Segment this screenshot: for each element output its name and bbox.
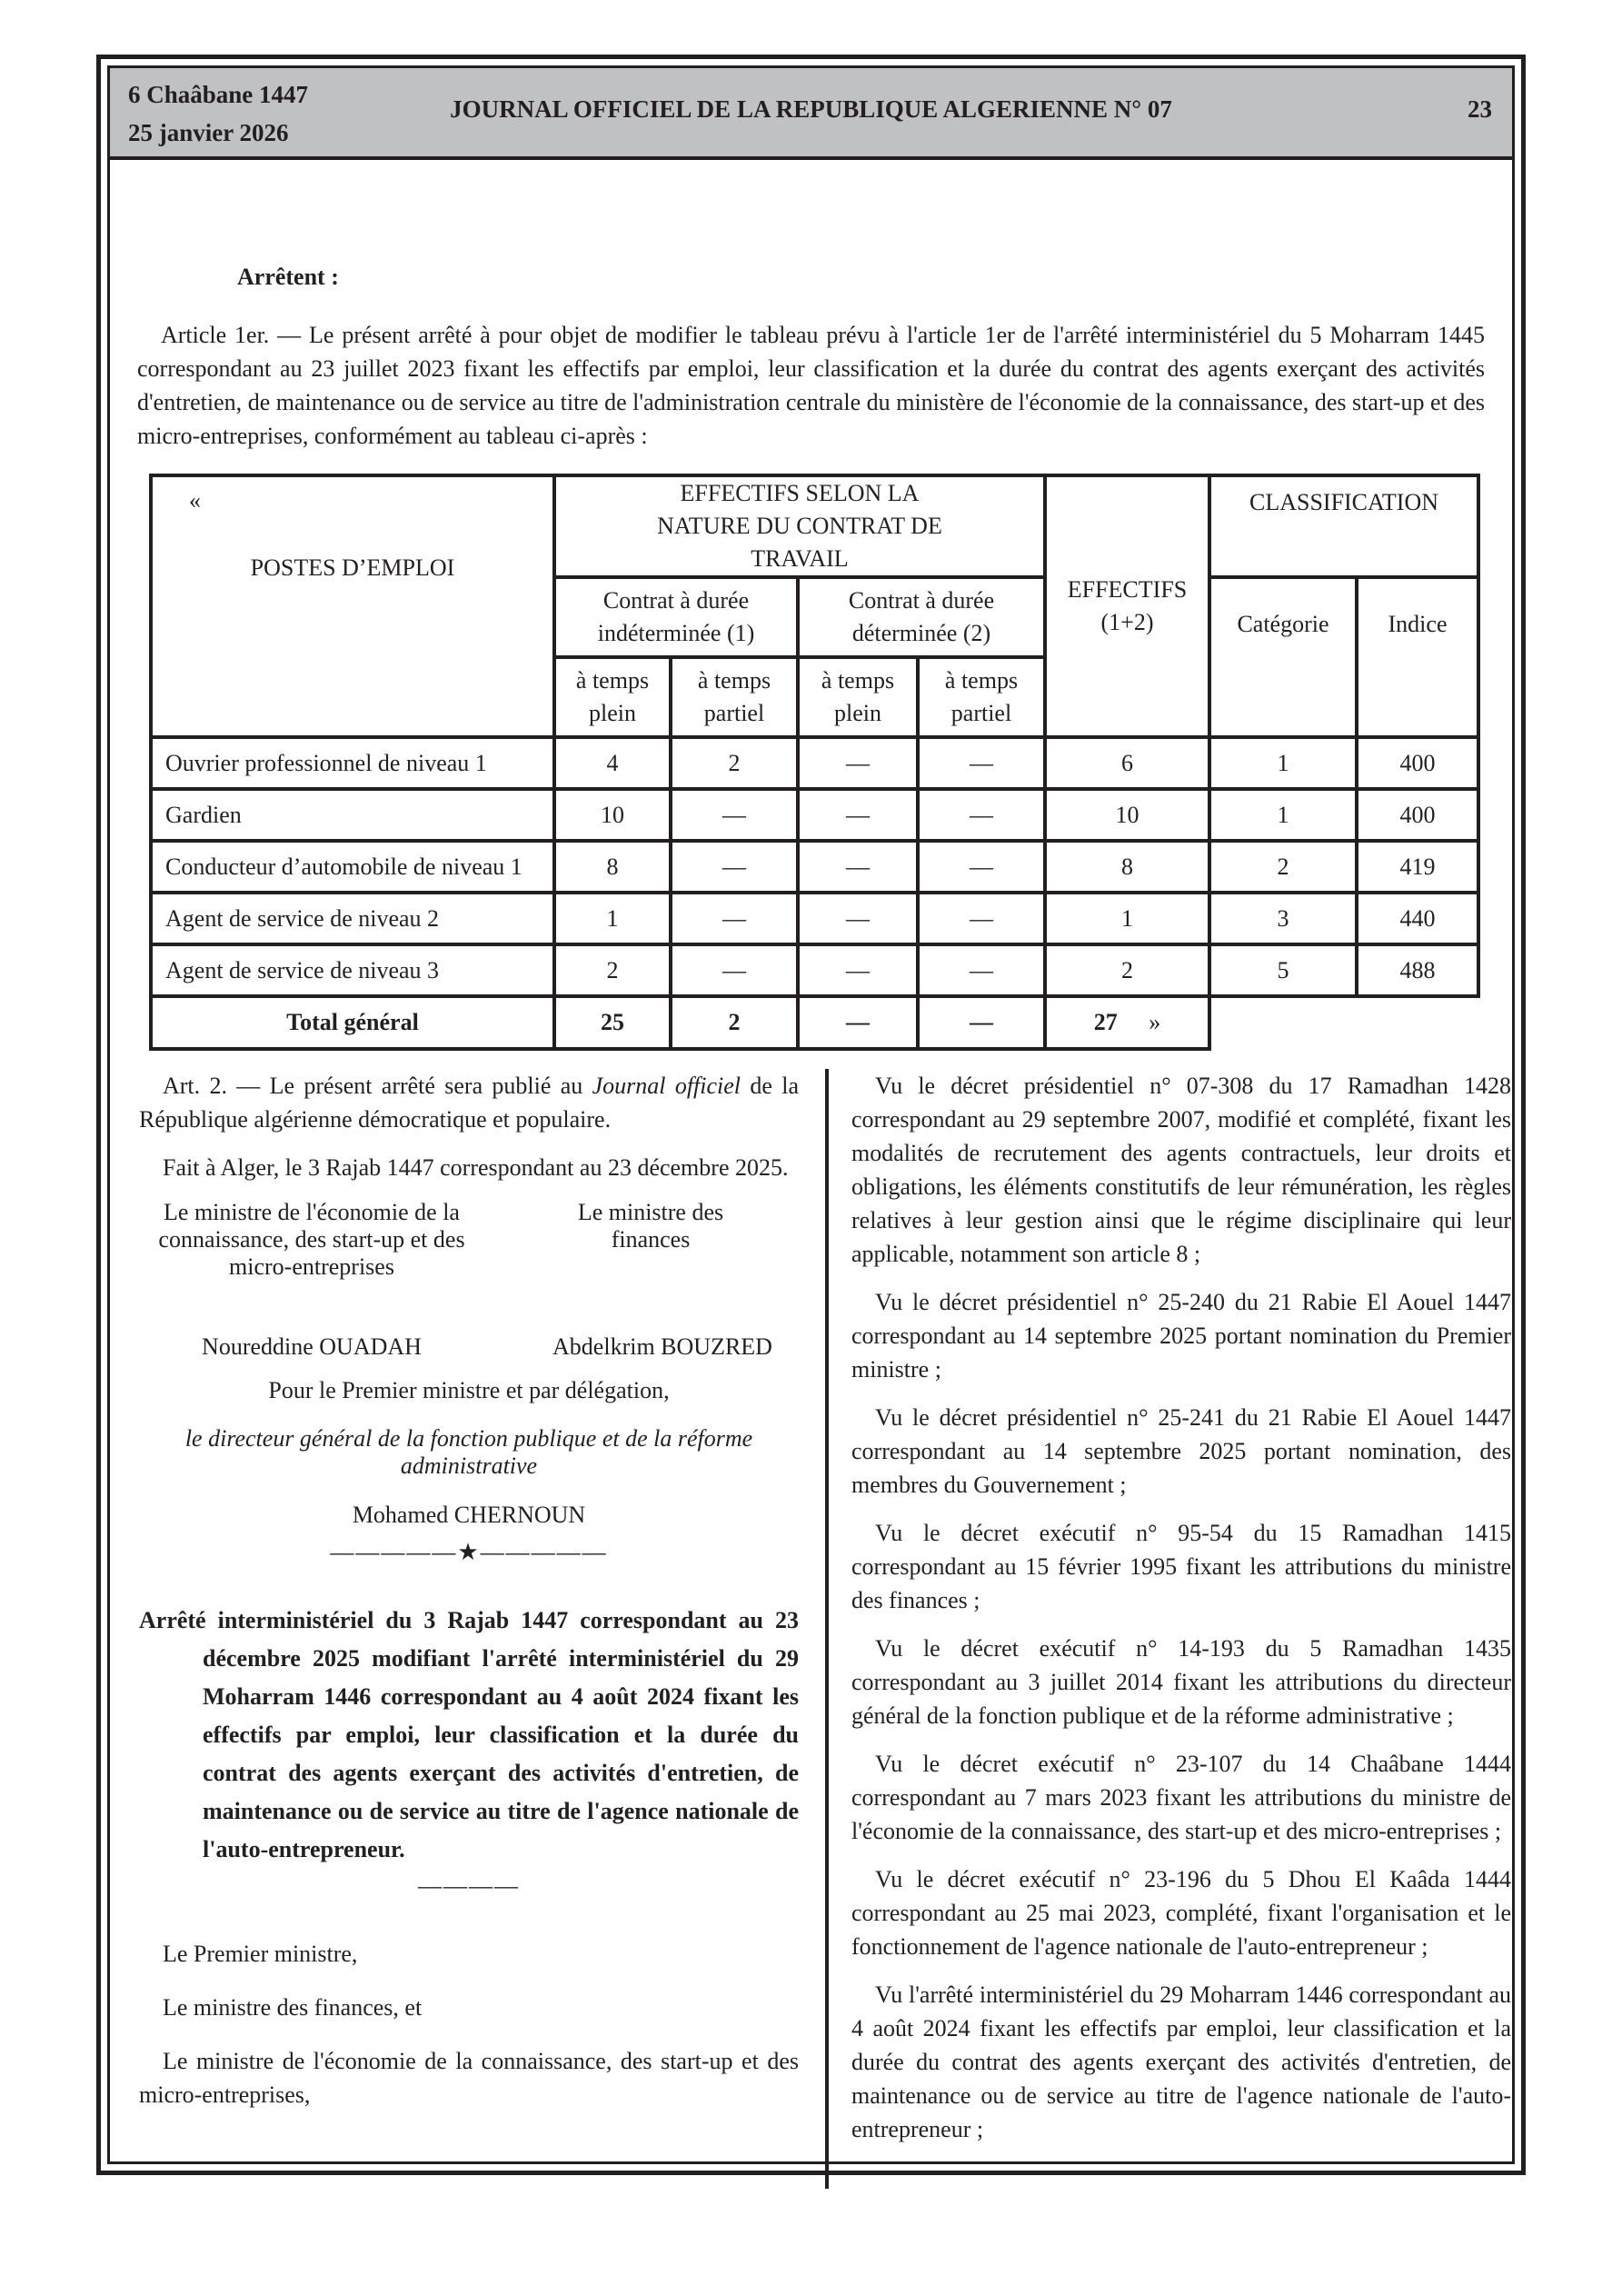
- page-content: [137, 160, 1511, 2161]
- header-categorie: Catégorie: [1209, 577, 1357, 737]
- article-2: [139, 1069, 799, 1136]
- director-name: Mohamed CHERNOUN: [352, 1502, 586, 1528]
- cell-effectifs: 1: [1045, 893, 1209, 944]
- article-2-text: Art. 2. — Le présent arrêté sera publié au: [163, 1073, 592, 1099]
- delegation: Pour le Premier ministre et par délégation,: [268, 1377, 670, 1403]
- visa-item: Vu le décret présidentiel n° 25-240 du 21 Rabie El Aouel 1447 correspondant au 14 septembre 2025 portant nomination du Premier ministre ;: [851, 1289, 1511, 1383]
- director-title: le directeur général de la fonction publique et de la réforme administrative: [184, 1425, 753, 1479]
- cell-cdd-plein: —: [798, 893, 918, 944]
- total-blank: [1209, 996, 1478, 1049]
- cell-poste: Ouvrier professionnel de niveau 1: [151, 737, 554, 789]
- cell-cdd-partiel: —: [918, 893, 1045, 944]
- cell-cdd-partiel: —: [918, 789, 1045, 841]
- column-divider: [825, 1069, 829, 2189]
- visa-item: Vu l'arrêté interministériel du 29 Moharram 1446 correspondant au 4 août 2024 fixant les effectifs par emploi, leur classification et la durée du contrat des agents exerçant des activités d'entretien, de maintenance ou de service au titre de l'agence nationale de l'auto-entrepreneur ;: [851, 1982, 1511, 2142]
- journal-officiel-italic: Journal officiel: [592, 1073, 741, 1099]
- signatory-names: [139, 1333, 799, 1361]
- header-effectifs-total: EFFECTIFS (1+2): [1045, 475, 1209, 737]
- visa-item: Vu le décret présidentiel n° 25-241 du 21 Rabie El Aouel 1447 correspondant au 14 septembre 2025 portant nomination, des membres du Gouvernement ;: [851, 1404, 1511, 1498]
- cell-poste: Agent de service de niveau 3: [151, 944, 554, 996]
- header-cdd-plein: à temps plein: [798, 657, 918, 737]
- cell-cdd-plein: —: [798, 841, 918, 893]
- cell-cdi-partiel: —: [671, 841, 798, 893]
- header-cdd: Contrat à durée déterminée (2): [798, 577, 1045, 657]
- cell-cdi-partiel: 2: [671, 737, 798, 789]
- cell-effectifs: 10: [1045, 789, 1209, 841]
- cell-cdi-plein: 10: [554, 789, 671, 841]
- cell-cdi-plein: 4: [554, 737, 671, 789]
- visa-item: Vu le décret exécutif n° 23-196 du 5 Dhou El Kaâda 1444 correspondant au 25 mai 2023, complété, fixant l'organisation et le fonctionnement de l'agence nationale de l'auto-entrepreneur ;: [851, 1866, 1511, 1960]
- table-row: [151, 893, 1478, 944]
- total-cdd-partiel: —: [918, 996, 1045, 1049]
- cell-indice: 419: [1357, 841, 1478, 893]
- header-indice: Indice: [1357, 577, 1478, 737]
- table-body: [151, 737, 1478, 996]
- header-cdi-partiel: à temps partiel: [671, 657, 798, 737]
- cell-categorie: 5: [1209, 944, 1357, 996]
- header-classification: CLASSIFICATION: [1209, 475, 1478, 577]
- cell-categorie: 1: [1209, 789, 1357, 841]
- signatory1-name: Noureddine OUADAH: [202, 1333, 422, 1360]
- effectifs-table: [149, 474, 1480, 1051]
- header-cdd-partiel: à temps partiel: [918, 657, 1045, 737]
- visa-item: Vu le décret présidentiel n° 07-308 du 17 Ramadhan 1428 correspondant au 29 septembre 2007, modifié et complété, fixant les modalités de recrutement des agents contractuels, leur droits et obligations, les éléments constitutifs de leur rémunération, les règles relatives à leur gestion ainsi que le régime disciplinaire qui leur applicable, notamment son article 8 ;: [851, 1073, 1511, 1267]
- header-cdi: Contrat à durée indéterminée (1): [554, 577, 798, 657]
- signatory-titles: [139, 1199, 799, 1281]
- cell-poste: Conducteur d’automobile de niveau 1: [151, 841, 554, 893]
- table-row: [151, 737, 1478, 789]
- cell-cdi-plein: 8: [554, 841, 671, 893]
- total-effectifs-value: 27: [1093, 1009, 1118, 1035]
- cell-poste: Gardien: [151, 789, 554, 841]
- preamble-item: Le ministre de l'économie de la connaissance, des start-up et des micro-entreprises,: [139, 2048, 799, 2108]
- cell-indice: 400: [1357, 737, 1478, 789]
- cell-categorie: 3: [1209, 893, 1357, 944]
- signatory2-name: Abdelkrim BOUZRED: [552, 1333, 772, 1360]
- preamble-item: Le ministre des finances, et: [163, 1994, 423, 2021]
- header-gregorian-date: 25 janvier 2026: [128, 119, 289, 146]
- cell-cdi-partiel: —: [671, 944, 798, 996]
- visa-item: Vu le décret exécutif n° 95-54 du 15 Ramadhan 1415 correspondant au 15 février 1995 fixant les attributions du ministre des finances ;: [851, 1520, 1511, 1613]
- cell-effectifs: 8: [1045, 841, 1209, 893]
- total-row: [151, 996, 1478, 1049]
- cell-cdd-plein: —: [798, 737, 918, 789]
- signatory2-title: Le ministre des finances: [577, 1199, 724, 1253]
- left-column: [139, 1069, 799, 2126]
- header-hijri-date: 6 Chaâbane 1447: [128, 81, 309, 108]
- header-postes-label: POSTES D’EMPLOI: [250, 554, 455, 581]
- visa-item: Vu le décret exécutif n° 23-107 du 14 Chaâbane 1444 correspondant au 7 mars 2023 fixant les attributions du ministre de l'économie de la connaissance, des start-up et des micro-entreprises ;: [851, 1751, 1511, 1844]
- cell-cdd-plein: —: [798, 944, 918, 996]
- table-row: [151, 841, 1478, 893]
- page-header: [110, 68, 1512, 160]
- preamble-item: Le Premier ministre,: [163, 1941, 358, 1967]
- header-postes: [151, 475, 554, 737]
- open-quote: «: [189, 487, 201, 514]
- cell-indice: 488: [1357, 944, 1478, 996]
- cell-poste: Agent de service de niveau 2: [151, 893, 554, 944]
- total-cdi-partiel: 2: [671, 996, 798, 1049]
- cell-categorie: 1: [1209, 737, 1357, 789]
- cell-cdi-partiel: —: [671, 789, 798, 841]
- total-label: Total général: [151, 996, 554, 1049]
- separator-star: —————★—————: [330, 1539, 608, 1565]
- journal-title: JOURNAL OFFICIEL DE LA REPUBLIQUE ALGERIENNE N° 07: [450, 95, 1172, 123]
- cell-cdd-plein: —: [798, 789, 918, 841]
- signatory1-title: Le ministre de l'économie de la connaissance, des start-up et des micro-entreprises: [158, 1199, 465, 1280]
- article-2-text-end: de la République algérienne démocratique et populaire.: [139, 1073, 799, 1133]
- close-quote: »: [1149, 1009, 1161, 1035]
- total-effectifs: [1045, 996, 1209, 1049]
- header-effectifs-nature: EFFECTIFS SELON LA NATURE DU CONTRAT DE TRAVAIL: [554, 475, 1045, 577]
- cell-cdi-plein: 2: [554, 944, 671, 996]
- cell-cdi-partiel: —: [671, 893, 798, 944]
- visa-item: Vu le décret exécutif n° 14-193 du 5 Ramadhan 1435 correspondant au 3 juillet 2014 fixant les attributions du directeur général de la fonction publique et de la réforme administrative ;: [851, 1635, 1511, 1729]
- cell-cdi-plein: 1: [554, 893, 671, 944]
- total-cdi-plein: 25: [554, 996, 671, 1049]
- cell-effectifs: 6: [1045, 737, 1209, 789]
- cell-categorie: 2: [1209, 841, 1357, 893]
- page-number: 23: [1468, 95, 1492, 123]
- separator-short: ————: [418, 1872, 520, 1899]
- article-1: Article 1er. — Le présent arrêté à pour objet de modifier le tableau prévu à l'article 1er de l'arrêté interministériel du 5 Moharram 1445 correspondant au 23 juillet 2023 fixant les effectifs par emploi, leur classification et la durée du contrat des agents exerçant des activités d'entretien, de maintenance ou de service au titre de l'administration centrale du ministère de l'économie de la connaissance, des start-up et des micro-entreprises, conformément au tableau ci-après :: [137, 322, 1485, 449]
- total-cdd-plein: —: [798, 996, 918, 1049]
- header-cdi-plein: à temps plein: [554, 657, 671, 737]
- arrete-title: Arrêté interministériel du 3 Rajab 1447 correspondant au 23 décembre 2025 modifiant l'arrêté interministériel du 29 Moharram 1446 correspondant au 4 août 2024 fixant les effectifs par emploi, leur classification et la durée du contrat des agents exerçant des activités d'entretien, de maintenance ou de service au titre de l'agence nationale de l'auto-entrepreneur.: [139, 1607, 799, 1862]
- preamble: [139, 1937, 799, 2111]
- arretent-heading: Arrêtent :: [237, 264, 339, 290]
- cell-cdd-partiel: —: [918, 841, 1045, 893]
- table-row: [151, 944, 1478, 996]
- right-column: [851, 1069, 1511, 2161]
- cell-indice: 400: [1357, 789, 1478, 841]
- cell-cdd-partiel: —: [918, 944, 1045, 996]
- page-border: [96, 55, 1526, 2175]
- table-row: [151, 789, 1478, 841]
- cell-indice: 440: [1357, 893, 1478, 944]
- cell-effectifs: 2: [1045, 944, 1209, 996]
- fait-a-alger: Fait à Alger, le 3 Rajab 1447 correspondant au 23 décembre 2025.: [163, 1154, 789, 1181]
- page-inner-border: [107, 65, 1515, 2164]
- cell-cdd-partiel: —: [918, 737, 1045, 789]
